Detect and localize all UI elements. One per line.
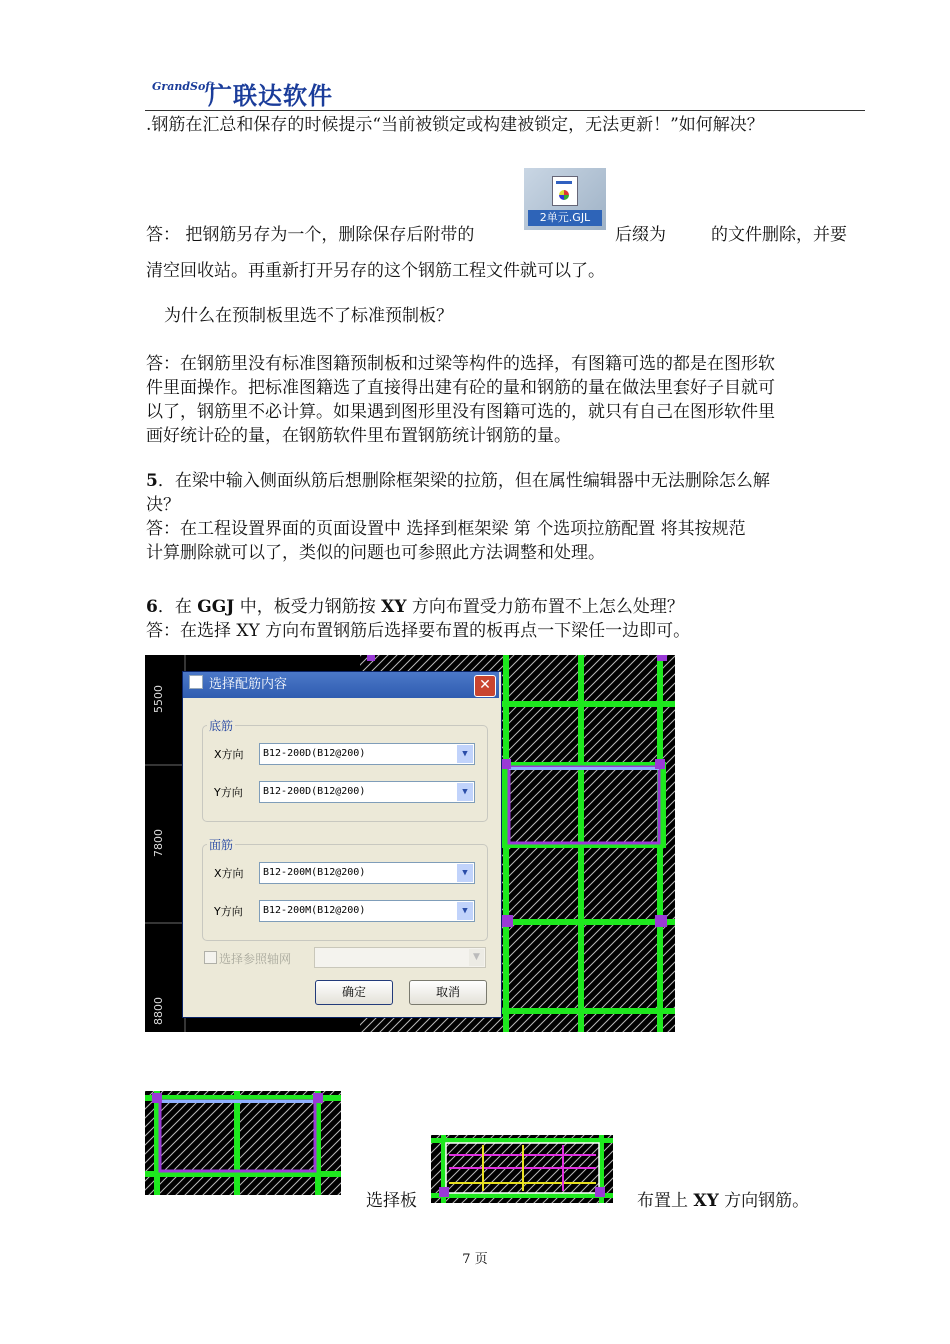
bottom-x-label: X方向 [214,748,244,761]
top-y-select[interactable] [259,900,475,922]
close-button[interactable]: ✕ [474,675,496,697]
bottom-y-select[interactable] [259,781,475,803]
company-logo [152,68,337,108]
answer-prefab-line1: 答：在钢筋里没有标准图籍预制板和过梁等构件的选择，有图籍可选的都是在图形软 [146,354,775,374]
column [439,1187,449,1197]
logo-english: GrandSoft [152,80,216,93]
ok-button[interactable]: 确定 [315,980,393,1005]
answer-6: 答：在选择 XY 方向布置钢筋后选择要布置的板再点一下梁任一边即可。 [146,621,691,641]
chevron-down-icon[interactable]: ▼ [457,864,473,882]
selected-slab-highlight [509,767,659,770]
bottom-y-label: Y方向 [214,786,243,799]
column [152,1093,162,1103]
question-6-number: 6 [146,597,158,617]
ref-axis-label: 选择参照轴网 [219,952,292,966]
answer-prefab-line3: 以了，钢筋里不必计算。如果遇到图形里没有图籍可选的，就只有自己在图形软件里 [146,402,775,422]
column [655,915,667,927]
question-5-text: ．在梁中输入侧面纵筋后想删除框架梁的拉筋，但在属性编辑器中无法删除怎么解 [157,471,770,491]
top-rebar-label: 面筋 [209,838,234,852]
dimension-label: 8800 [152,997,165,1025]
bottom-rebar-group [202,725,488,822]
answer-4-line2: 清空回收站。再重新打开另存的这个钢筋工程文件就可以了。 [146,261,605,281]
question-6 [146,594,684,620]
question-5-line2: 决？ [146,495,180,515]
answer-prefab-line2: 件里面操作。把标准图籍选了直接得出建有砼的量和钢筋的量在做法里套好子目就可 [146,378,775,398]
placed-rebar-drawing [431,1135,613,1203]
select-slab-text: 选择板 [366,1191,417,1211]
select-slab-image [145,1091,341,1195]
question-prefab: 为什么在预制板里选不了标准预制板？ [164,306,453,326]
slab-highlight [160,1100,315,1103]
top-rebar-group [202,844,488,941]
chevron-down-icon[interactable]: ▼ [457,745,473,763]
document-icon [552,176,578,206]
header-rule [145,110,865,111]
app-icon [189,675,203,689]
bottom-x-value: B12-200D(B12@200) [263,748,366,759]
top-x-value: B12-200M(B12@200) [263,867,366,878]
answer-4-part2: 后缀为 [615,225,666,245]
question-6-text-c: 方向布置受力筋布置不上怎么处理？ [406,597,684,617]
place-rebar-xy: XY [693,1191,719,1211]
place-rebar-text-b: 方向钢筋。 [718,1191,810,1211]
logo-chinese: 广联达软件 [208,82,333,110]
chevron-down-icon[interactable]: ▼ [469,949,484,966]
cad-screenshot [145,655,675,1032]
question-6-text-a: ．在 [157,597,198,617]
chevron-down-icon[interactable]: ▼ [457,902,473,920]
column [367,655,375,661]
answer-4-part3: 的文件删除，并要 [711,225,847,245]
question-6-xy: XY [381,597,407,617]
rebar-select-dialog [182,671,502,1018]
gjl-file-icon [524,168,606,230]
bottom-x-select[interactable] [259,743,475,765]
column [313,1093,323,1103]
dialog-title: 选择配筋内容 [209,677,288,692]
bottom-rebar-label: 底筋 [209,719,234,733]
bottom-y-value: B12-200D(B12@200) [263,786,366,797]
page-number: 7 页 [462,1252,488,1267]
ref-axis-select[interactable] [314,947,486,968]
question-5 [146,468,770,494]
ref-axis-checkbox[interactable] [204,951,217,964]
chevron-down-icon[interactable]: ▼ [457,783,473,801]
answer-prefab-line4: 画好统计砼的量，在钢筋软件里布置钢筋统计钢筋的量。 [146,426,571,446]
top-y-value: B12-200M(B12@200) [263,905,366,916]
column [501,759,511,769]
file-icon-label: 2单元.GJL [528,210,602,226]
top-x-label: X方向 [214,867,244,880]
beam [234,1091,240,1195]
answer-5-line2: 计算删除就可以了，类似的问题也可参照此方法调整和处理。 [146,543,605,563]
question-6-ggj: GGJ [197,597,235,617]
place-rebar-text-a: 布置上 [637,1191,694,1211]
column [501,915,513,927]
cancel-button[interactable]: 取消 [409,980,487,1005]
dimension-label: 7800 [152,829,165,857]
answer-4-part1: 答： 把钢筋另存为一个，删除保存后附带的 [146,225,475,245]
column [595,1187,605,1197]
dimension-label: 5500 [152,685,165,713]
answer-5-line1: 答：在工程设置界面的页面设置中 选择到框架梁 第 个选项拉筋配置 将其按规范 [146,519,746,539]
question-5-number: 5 [146,471,158,491]
top-x-select[interactable] [259,862,475,884]
select-slab-drawing [145,1091,341,1195]
place-rebar-text [637,1188,809,1214]
column [655,759,665,769]
question-4: .钢筋在汇总和保存的时候提示“当前被锁定或构建被锁定，无法更新！”如何解决？ [146,115,764,135]
column [657,655,667,661]
placed-rebar-image [431,1135,613,1203]
dialog-titlebar [183,672,499,698]
slab-hatch [145,1091,341,1195]
top-y-label: Y方向 [214,905,243,918]
question-6-text-b: 中，板受力钢筋按 [234,597,382,617]
